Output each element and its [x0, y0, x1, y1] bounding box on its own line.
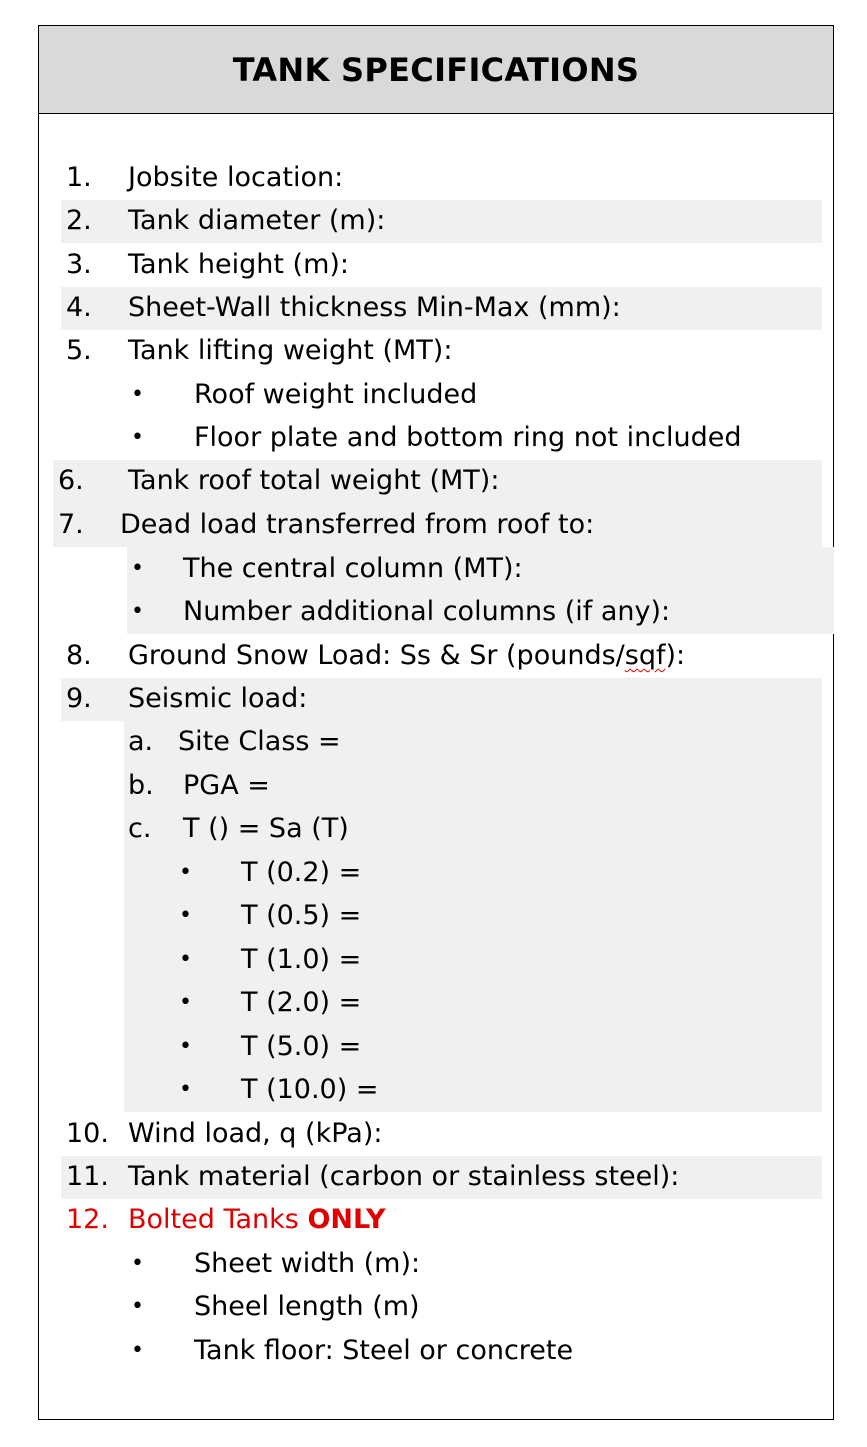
bullet-icon: •: [131, 1294, 144, 1319]
bullet-icon: •: [179, 1034, 192, 1059]
sub-item-label: T () = Sa (T): [183, 813, 349, 844]
misspelled-word: sqf: [624, 640, 666, 671]
list-item-11: [0, 1156, 867, 1198]
t-value-item: [0, 939, 867, 981]
sub-item-a: [0, 721, 867, 763]
sub-item-label: Sheel length (m): [194, 1291, 420, 1322]
item-label: Wind load, q (kPa):: [128, 1118, 383, 1149]
sub-item: [0, 1286, 867, 1328]
item-number: 12.: [66, 1204, 109, 1235]
sub-item: [0, 1330, 867, 1372]
header: [39, 26, 833, 114]
list-item-7: [0, 504, 867, 546]
sub-item-b: [0, 765, 867, 807]
sub-item-label: Tank floor: Steel or concrete: [194, 1335, 574, 1366]
bullet-icon: •: [179, 903, 192, 928]
bullet-icon: •: [179, 860, 192, 885]
bullet-icon: •: [179, 990, 192, 1015]
t-value-label: T (10.0) =: [241, 1074, 379, 1105]
sub-item: [0, 374, 867, 416]
sub-letter: b.: [128, 770, 154, 801]
item-number: 6.: [58, 465, 84, 496]
sub-letter: c.: [128, 813, 152, 844]
sub-item: [0, 417, 867, 459]
list-item-12: [0, 1199, 867, 1241]
sub-item-label: The central column (MT):: [183, 553, 523, 584]
item-label: Tank roof total weight (MT):: [128, 465, 500, 496]
item-label: Tank lifting weight (MT):: [128, 335, 453, 366]
item-number: 2.: [66, 205, 92, 236]
item-number: 3.: [66, 249, 92, 280]
list-item-3: [0, 244, 867, 286]
sub-item-c: [0, 808, 867, 850]
list-item-1: [0, 157, 867, 199]
sub-item: [0, 591, 867, 633]
sub-item: [0, 548, 867, 590]
item-number: 11.: [66, 1161, 109, 1192]
item-label: Tank height (m):: [128, 249, 350, 280]
bullet-icon: •: [131, 1338, 144, 1363]
bullet-icon: •: [131, 425, 144, 450]
item-number: 1.: [66, 162, 92, 193]
emphasis-only: ONLY: [307, 1204, 386, 1235]
bullet-icon: •: [131, 556, 144, 581]
t-value-item: [0, 895, 867, 937]
item-number: 10.: [66, 1118, 109, 1149]
item-label: Bolted Tanks ONLY: [128, 1204, 386, 1235]
bullet-icon: •: [131, 599, 144, 624]
list-item-6: [0, 460, 867, 502]
sub-item-label: Number additional columns (if any):: [183, 596, 671, 627]
t-value-label: T (0.5) =: [241, 900, 362, 931]
list-item-4: [0, 287, 867, 329]
item-label: Tank diameter (m):: [128, 205, 386, 236]
item-label: Tank material (carbon or stainless steel):: [128, 1161, 680, 1192]
t-value-item: [0, 852, 867, 894]
item-label: Jobsite location:: [128, 162, 344, 193]
item-label: Ground Snow Load: Ss & Sr (pounds/sqf):: [128, 640, 686, 671]
t-value-label: T (2.0) =: [241, 987, 362, 1018]
item-label: Sheet-Wall thickness Min-Max (mm):: [128, 292, 621, 323]
t-value-label: T (0.2) =: [241, 857, 362, 888]
sub-item-label: Roof weight included: [194, 379, 478, 410]
bullet-icon: •: [179, 947, 192, 972]
list-item-8: [0, 635, 867, 677]
sub-item-label: Floor plate and bottom ring not included: [194, 422, 742, 453]
list-item-10: [0, 1113, 867, 1155]
list-item-5: [0, 330, 867, 372]
item-number: 8.: [66, 640, 92, 671]
sub-item-label: PGA =: [183, 770, 270, 801]
bullet-icon: •: [131, 1251, 144, 1276]
t-value-label: T (5.0) =: [241, 1031, 362, 1062]
item-number: 4.: [66, 292, 92, 323]
item-number: 5.: [66, 335, 92, 366]
item-label: Dead load transferred from roof to:: [120, 509, 595, 540]
list-item-2: [0, 200, 867, 242]
bullet-icon: •: [179, 1077, 192, 1102]
t-value-item: [0, 1069, 867, 1111]
list-item-9: [0, 678, 867, 720]
sub-letter: a.: [128, 726, 154, 757]
sub-item: [0, 1243, 867, 1285]
bullet-icon: •: [131, 382, 144, 407]
page-title: TANK SPECIFICATIONS: [232, 50, 640, 89]
sub-item-label: Site Class =: [178, 726, 341, 757]
t-value-item: [0, 1026, 867, 1068]
item-number: 9.: [66, 683, 92, 714]
item-label: Seismic load:: [128, 683, 308, 714]
t-value-label: T (1.0) =: [241, 944, 362, 975]
sub-item-label: Sheet width (m):: [194, 1248, 421, 1279]
t-value-item: [0, 982, 867, 1024]
item-number: 7.: [58, 509, 84, 540]
